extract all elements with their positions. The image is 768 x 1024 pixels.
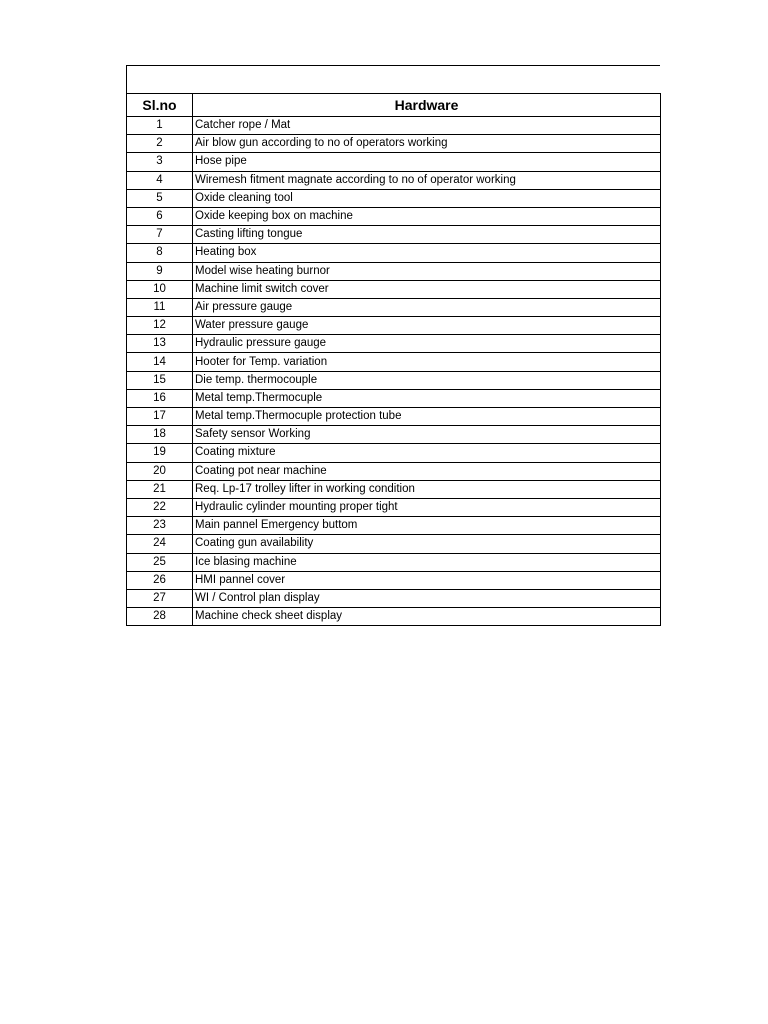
sl-no-cell: 4 <box>127 171 193 189</box>
table-row <box>127 517 661 535</box>
sl-no-cell: 22 <box>127 498 193 516</box>
hardware-item-cell: Safety sensor Working <box>193 426 661 444</box>
table-row <box>127 444 661 462</box>
hardware-item-cell: Hose pipe <box>193 153 661 171</box>
hardware-item-cell: Die temp. thermocouple <box>193 371 661 389</box>
table-row <box>127 553 661 571</box>
table-row <box>127 207 661 225</box>
sl-no-cell: 23 <box>127 517 193 535</box>
sl-no-cell: 27 <box>127 589 193 607</box>
table-row <box>127 408 661 426</box>
empty-title-band <box>126 65 660 93</box>
sl-no-cell: 17 <box>127 408 193 426</box>
hardware-item-cell: Oxide keeping box on machine <box>193 207 661 225</box>
hardware-item-cell: Coating pot near machine <box>193 462 661 480</box>
table-body <box>127 117 661 626</box>
table-row <box>127 535 661 553</box>
hardware-item-cell: Casting lifting tongue <box>193 226 661 244</box>
sl-no-cell: 1 <box>127 117 193 135</box>
sl-no-cell: 14 <box>127 353 193 371</box>
hardware-item-cell: Wiremesh fitment magnate according to no of operator working <box>193 171 661 189</box>
hardware-item-cell: Req. Lp-17 trolley lifter in working condition <box>193 480 661 498</box>
table-row <box>127 153 661 171</box>
sl-no-cell: 11 <box>127 298 193 316</box>
hardware-item-cell: Coating mixture <box>193 444 661 462</box>
sl-no-cell: 8 <box>127 244 193 262</box>
table-row <box>127 335 661 353</box>
sl-no-cell: 18 <box>127 426 193 444</box>
table-row <box>127 317 661 335</box>
table-row <box>127 189 661 207</box>
sl-no-cell: 5 <box>127 189 193 207</box>
sl-no-cell: 28 <box>127 608 193 626</box>
table-row <box>127 244 661 262</box>
sl-no-cell: 25 <box>127 553 193 571</box>
hardware-item-cell: WI / Control plan display <box>193 589 661 607</box>
sl-no-cell: 20 <box>127 462 193 480</box>
hardware-header: Hardware <box>193 94 661 117</box>
hardware-item-cell: Water pressure gauge <box>193 317 661 335</box>
hardware-item-cell: Oxide cleaning tool <box>193 189 661 207</box>
table-row <box>127 262 661 280</box>
table-row <box>127 480 661 498</box>
hardware-item-cell: Hooter for Temp. variation <box>193 353 661 371</box>
sl-no-cell: 9 <box>127 262 193 280</box>
sl-no-cell: 24 <box>127 535 193 553</box>
sl-no-cell: 16 <box>127 389 193 407</box>
hardware-item-cell: Coating gun availability <box>193 535 661 553</box>
sl-no-cell: 3 <box>127 153 193 171</box>
table-row <box>127 498 661 516</box>
table-row <box>127 426 661 444</box>
hardware-item-cell: Hydraulic cylinder mounting proper tight <box>193 498 661 516</box>
sl-no-cell: 26 <box>127 571 193 589</box>
table-row <box>127 298 661 316</box>
sl-no-cell: 19 <box>127 444 193 462</box>
sl-no-header: Sl.no <box>127 94 193 117</box>
table-row <box>127 135 661 153</box>
table-row <box>127 589 661 607</box>
hardware-item-cell: Hydraulic pressure gauge <box>193 335 661 353</box>
hardware-item-cell: Metal temp.Thermocuple <box>193 389 661 407</box>
hardware-item-cell: Catcher rope / Mat <box>193 117 661 135</box>
sl-no-cell: 6 <box>127 207 193 225</box>
hardware-item-cell: Main pannel Emergency buttom <box>193 517 661 535</box>
table-row <box>127 462 661 480</box>
header-row <box>127 94 661 117</box>
hardware-item-cell: Heating box <box>193 244 661 262</box>
hardware-item-cell: Machine check sheet display <box>193 608 661 626</box>
hardware-item-cell: Machine limit switch cover <box>193 280 661 298</box>
sl-no-cell: 2 <box>127 135 193 153</box>
hardware-table <box>126 93 661 626</box>
sl-no-cell: 13 <box>127 335 193 353</box>
table-row <box>127 117 661 135</box>
sl-no-cell: 15 <box>127 371 193 389</box>
sl-no-cell: 7 <box>127 226 193 244</box>
table-row <box>127 571 661 589</box>
sl-no-cell: 21 <box>127 480 193 498</box>
table-row <box>127 171 661 189</box>
hardware-item-cell: Air pressure gauge <box>193 298 661 316</box>
table-row <box>127 353 661 371</box>
hardware-item-cell: HMI pannel cover <box>193 571 661 589</box>
table-row <box>127 226 661 244</box>
table-row <box>127 389 661 407</box>
table-row <box>127 371 661 389</box>
hardware-item-cell: Metal temp.Thermocuple protection tube <box>193 408 661 426</box>
table-row <box>127 280 661 298</box>
sl-no-cell: 10 <box>127 280 193 298</box>
hardware-item-cell: Air blow gun according to no of operators working <box>193 135 661 153</box>
hardware-checklist-sheet <box>126 65 660 626</box>
table-row <box>127 608 661 626</box>
sl-no-cell: 12 <box>127 317 193 335</box>
hardware-item-cell: Ice blasing machine <box>193 553 661 571</box>
hardware-item-cell: Model wise heating burnor <box>193 262 661 280</box>
